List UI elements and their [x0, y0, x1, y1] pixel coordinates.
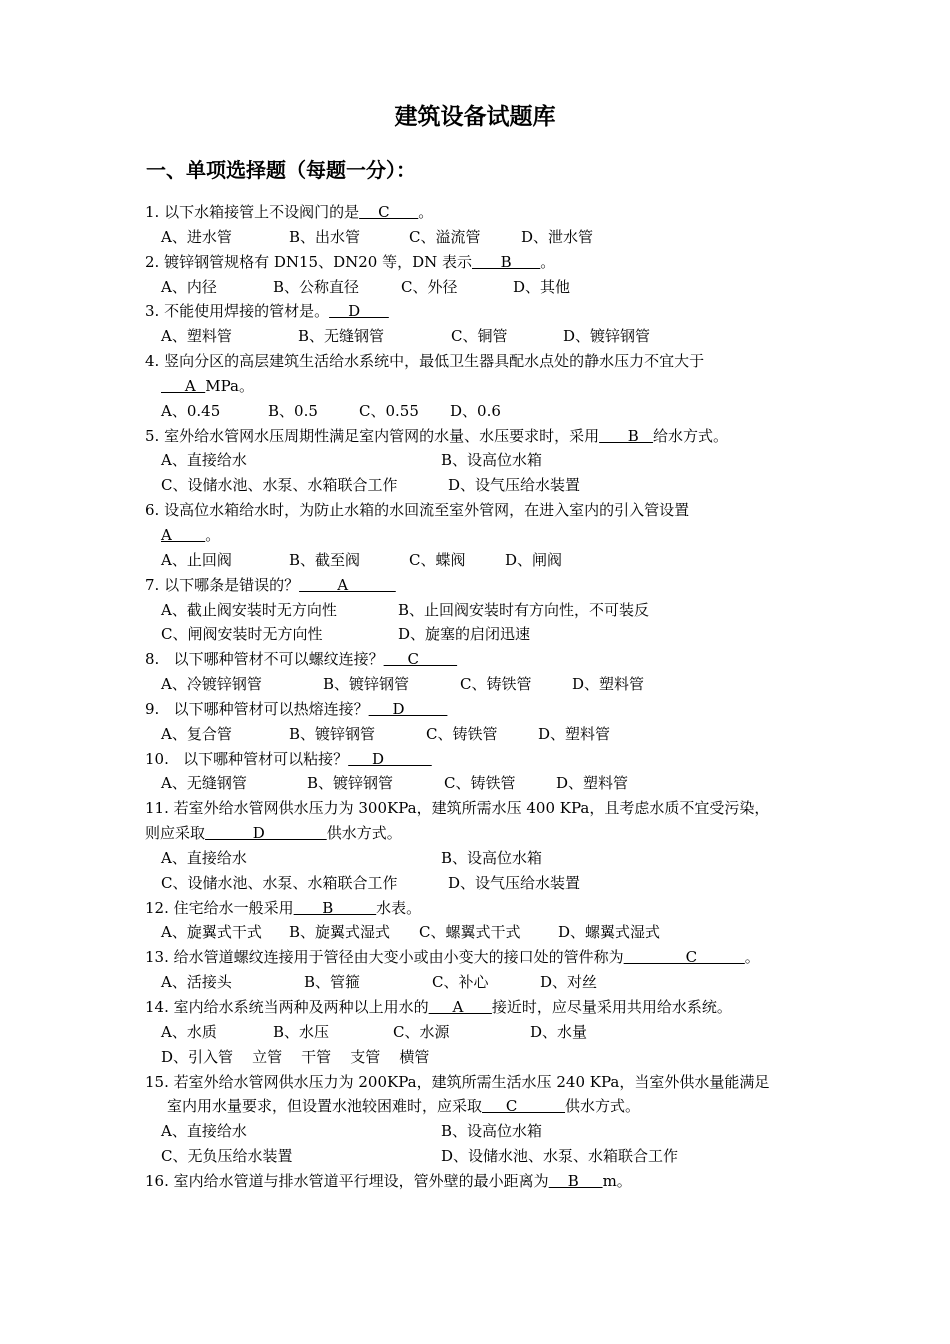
question-list [145, 200, 815, 1194]
options-4: A、0.45 B、0.5 C、0.55 D、0.6 [161, 401, 501, 420]
answer-blank: A [161, 376, 206, 395]
question-14: 14. 室内给水系统当两种及两种以上用水的 A 接近时，应尽量采用共用给水系统。 [145, 998, 732, 1016]
answer-blank: D [348, 749, 432, 768]
answer-blank: A [161, 525, 206, 544]
options-3: A、塑料管 B、无缝钢管 C、铜管 D、镀锌钢管 [161, 327, 651, 346]
question-4-cont: A MPa。 [161, 376, 254, 395]
question-12: 12. 住宅给水一般采用 B 水表。 [145, 898, 422, 917]
answer-blank: D [205, 824, 327, 843]
question-13: 13. 给水管道螺纹连接用于管径由大变小或由小变大的接口处的管件称为 C 。 [145, 948, 760, 967]
options-8: A、冷镀锌钢管 B、镀锌钢管 C、铸铁管 D、塑料管 [161, 675, 645, 694]
options-10: A、无缝钢管 B、镀锌钢管 C、铸铁管 D、塑料管 [161, 774, 629, 793]
options-14: A、水质 B、水压 C、水源 D、水量 [161, 1022, 588, 1041]
options-7a: A、截止阀安装时无方向性 B、止回阀安装时有方向性，不可装反 [161, 600, 650, 619]
answer-blank: C [359, 203, 419, 221]
question-11: 11. 若室外给水管网供水压力为 300KPa，建筑所需水压 400 KPa，且考虑水质不宜受污染， [145, 799, 770, 818]
question-3: 3. 不能使用焊接的管材是。 D [145, 302, 389, 321]
section-heading: 一、单项选择题（每题一分）： [146, 158, 416, 182]
question-9: 9. 以下哪种管材可以热熔连接？ D [145, 699, 448, 718]
options-15b: C、无负压给水装置 D、设储水池、水泵、水箱联合工作 [161, 1147, 679, 1166]
answer-blank: C [383, 650, 458, 669]
answer-blank: B [293, 898, 377, 917]
question-5: 5. 室外给水管网水压周期性满足室内管网的水量、水压要求时，采用 B 给水方式。 [145, 426, 729, 445]
options-7b: C、闸阀安装时无方向性 D、旋塞的启闭迅速 [161, 625, 531, 644]
answer-blank: C [623, 948, 745, 967]
options-5b: C、设储水池、水泵、水箱联合工作 D、设气压给水装置 [161, 476, 581, 495]
question-16: 16. 室内给水管道与排水管道平行埋设，管外壁的最小距离为 B m。 [145, 1171, 632, 1190]
options-5a: A、直接给水 B、设高位水箱 [161, 451, 543, 470]
question-6: 6. 设高位水箱给水时，为防止水箱的水回流至室外管网，在进入室内的引入管设置 [145, 501, 690, 520]
question-6-cont: A 。 [161, 525, 221, 544]
question-4: 4. 竖向分区的高层建筑生活给水系统中，最低卫生器具配水点处的静水压力不宜大于 [145, 352, 705, 371]
question-11-cont: 则应采取 D 供水方式。 [145, 824, 402, 843]
answer-blank: C [482, 1097, 566, 1116]
question-8: 8. 以下哪种管材不可以螺纹连接？ C [145, 650, 458, 669]
answer-blank: D [368, 699, 448, 718]
options-1: A、进水管 B、出水管 C、溢流管 D、泄水管 [161, 227, 594, 246]
options-6: A、止回阀 B、截至阀 C、蝶阀 D、闸阀 [161, 550, 563, 569]
options-15a: A、直接给水 B、设高位水箱 [161, 1122, 543, 1141]
question-2: 2. 镀锌钢管规格有 DN15、DN20 等，DN 表示 B 。 [145, 252, 556, 271]
question-1: 1. 以下水箱接管上不设阀门的是 C 。 [145, 203, 434, 221]
options-11a: A、直接给水 B、设高位水箱 [161, 848, 543, 867]
question-15-cont: 室内用水量要求，但设置水池较困难时，应采取 C 供水方式。 [167, 1097, 641, 1116]
options-11b: C、设储水池、水泵、水箱联合工作 D、设气压给水装置 [161, 873, 581, 892]
page-title: 建筑设备试题库 [394, 103, 556, 130]
answer-blank: B [599, 426, 654, 445]
options-2: A、内径 B、公称直径 C、外径 D、其他 [161, 277, 571, 296]
answer-blank: B [472, 252, 541, 271]
options-12: A、旋翼式干式 B、旋翼式湿式 C、螺翼式干式 D、螺翼式湿式 [161, 923, 661, 942]
answer-blank: A [299, 575, 396, 594]
answer-blank: B [548, 1171, 603, 1190]
options-9: A、复合管 B、镀锌钢管 C、铸铁管 D、塑料管 [161, 724, 611, 743]
options-14-extra: D、引入管 立管 干管 支管 横管 [161, 1047, 430, 1066]
question-10: 10. 以下哪种管材可以粘接？ D [145, 749, 432, 768]
answer-blank: A [428, 998, 492, 1016]
question-7: 7. 以下哪条是错误的？ A [145, 575, 396, 594]
question-15: 15. 若室外给水管网供水压力为 200KPa，建筑所需生活水压 240 KPa，当室外供水量能满足 [145, 1072, 770, 1091]
options-13: A、活接头 B、管箍 C、补心 D、对丝 [161, 973, 598, 992]
answer-blank: D [329, 302, 389, 321]
